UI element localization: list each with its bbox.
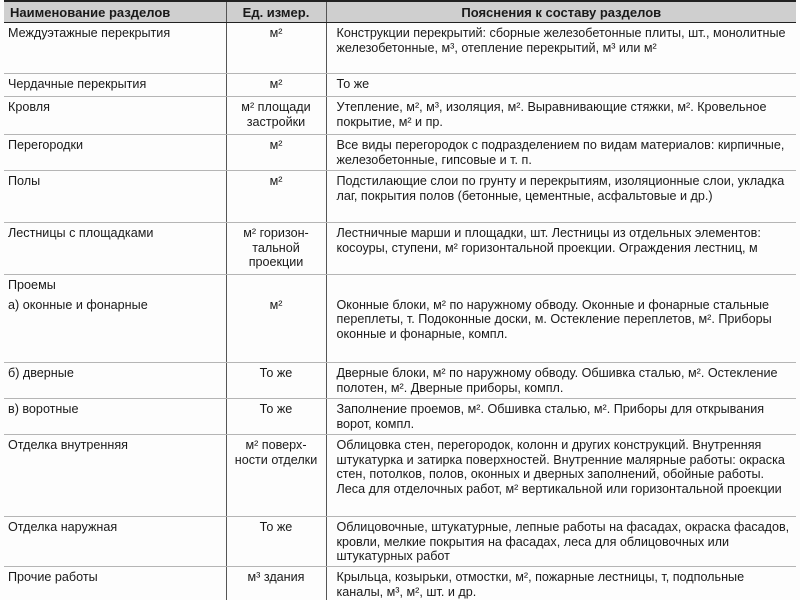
table-row — [4, 295, 796, 363]
section-name: Междуэтажные перекрытия — [4, 23, 226, 74]
explanation-cell: Облицовка стен, перегородок, колонн и других конструкций. Внутренняя штукатурка и затирка поверхностей. Внутренние малярные работы: окраска стен, потолков, полов, оконных и дверных заполнений, обойные работы. Леса для отделочных работ, м² вертикальной или горизонтальной проекции — [326, 435, 796, 517]
table-row — [4, 223, 796, 275]
explanation-cell: Крыльца, козырьки, отмостки, м², пожарные лестницы, т, подпольные каналы, м³, м², шт. и др. — [336, 570, 745, 599]
section-name: Кровля — [4, 97, 226, 135]
section-name: Прочие работы — [4, 567, 226, 600]
section-name: Перегородки — [4, 135, 226, 171]
unit-cell: м² поверх- ности отделки — [226, 435, 326, 517]
section-name: Чердачные перекрытия — [4, 74, 226, 97]
unit-cell: м³ здания — [226, 567, 326, 600]
table-row — [4, 517, 796, 567]
table-row — [4, 97, 796, 135]
sections-table — [4, 0, 796, 600]
unit-cell: м² горизон- тальной проекции — [226, 223, 326, 275]
section-name: Проемы — [4, 275, 226, 295]
unit-cell: м² — [226, 74, 326, 97]
section-name: в) воротные — [4, 399, 226, 435]
table-row — [4, 23, 796, 74]
section-name: Полы — [4, 171, 226, 223]
explanation-cell: Оконные блоки, м² по наружному обводу. Оконные и фонарные стальные переплеты, т. Подоконные доски, м. Остекление переплетов, м². Приборы оконные и фонарные, компл. — [326, 295, 796, 363]
section-name: Отделка внутренняя — [4, 435, 226, 517]
unit-cell: То же — [226, 517, 326, 567]
section-name: Отделка наружная — [4, 517, 226, 567]
header-section: Наименование разделов — [4, 1, 226, 23]
unit-cell: м² площади застройки — [226, 97, 326, 135]
header-unit: Ед. измер. — [226, 1, 326, 23]
table-header-row — [4, 1, 796, 23]
explanation-cell: Конструкции перекрытий: сборные железобетонные плиты, шт., монолитные железобетонные, м³, отепление перекрытий, м³ или м² — [326, 23, 796, 74]
table-row — [4, 74, 796, 97]
explanation-cell: Подстилающие слои по грунту и перекрытиям, изоляционные слои, укладка лаг, покрытия полов (бетонные, цементные, асфальтовые и др.) — [326, 171, 796, 223]
unit-cell: м² — [226, 23, 326, 74]
table-row — [4, 399, 796, 435]
header-explanation: Пояснения к составу разделов — [326, 1, 796, 23]
explanation-cell: Все виды перегородок с подразделением по видам материалов: кирпичные, железобетонные, гипсовые и т. п. — [326, 135, 796, 171]
explanation-cell: Заполнение проемов, м². Обшивка сталью, м². Приборы для открывания ворот, компл. — [326, 399, 796, 435]
table-row — [4, 275, 796, 295]
explanation-cell: Лестничные марши и площадки, шт. Лестницы из отдельных элементов: косоуры, ступени, м² горизонтальной проекции. Ограждения лестниц, м — [326, 223, 796, 275]
section-name: а) оконные и фонарные — [4, 295, 226, 363]
unit-cell: м² — [226, 135, 326, 171]
unit-cell: То же — [226, 399, 326, 435]
unit-cell: м² — [226, 295, 326, 363]
explanation-cell — [326, 275, 796, 295]
table-row — [4, 171, 796, 223]
section-name: Лестницы с площадками — [4, 223, 226, 275]
explanation-cell: Облицовочные, штукатурные, лепные работы на фасадах, окраска фасадов, кровли, мелкие покрытия на фасадах, леса для облицовочных или штукатурных работ — [326, 517, 796, 567]
table-row — [4, 135, 796, 171]
table-row — [4, 363, 796, 399]
explanation-cell: Утепление, м², м³, изоляция, м². Выравнивающие стяжки, м². Кровельное покрытие, м² и пр. — [326, 97, 796, 135]
unit-cell: То же — [226, 363, 326, 399]
section-name: б) дверные — [4, 363, 226, 399]
table-row — [4, 567, 796, 600]
explanation-cell: То же — [326, 74, 796, 97]
explanation-cell: Дверные блоки, м² по наружному обводу. Обшивка сталью, м². Остекление полотен, м². Дверные приборы, компл. — [326, 363, 796, 399]
unit-cell — [226, 275, 326, 295]
table-row — [4, 435, 796, 517]
unit-cell: м² — [226, 171, 326, 223]
